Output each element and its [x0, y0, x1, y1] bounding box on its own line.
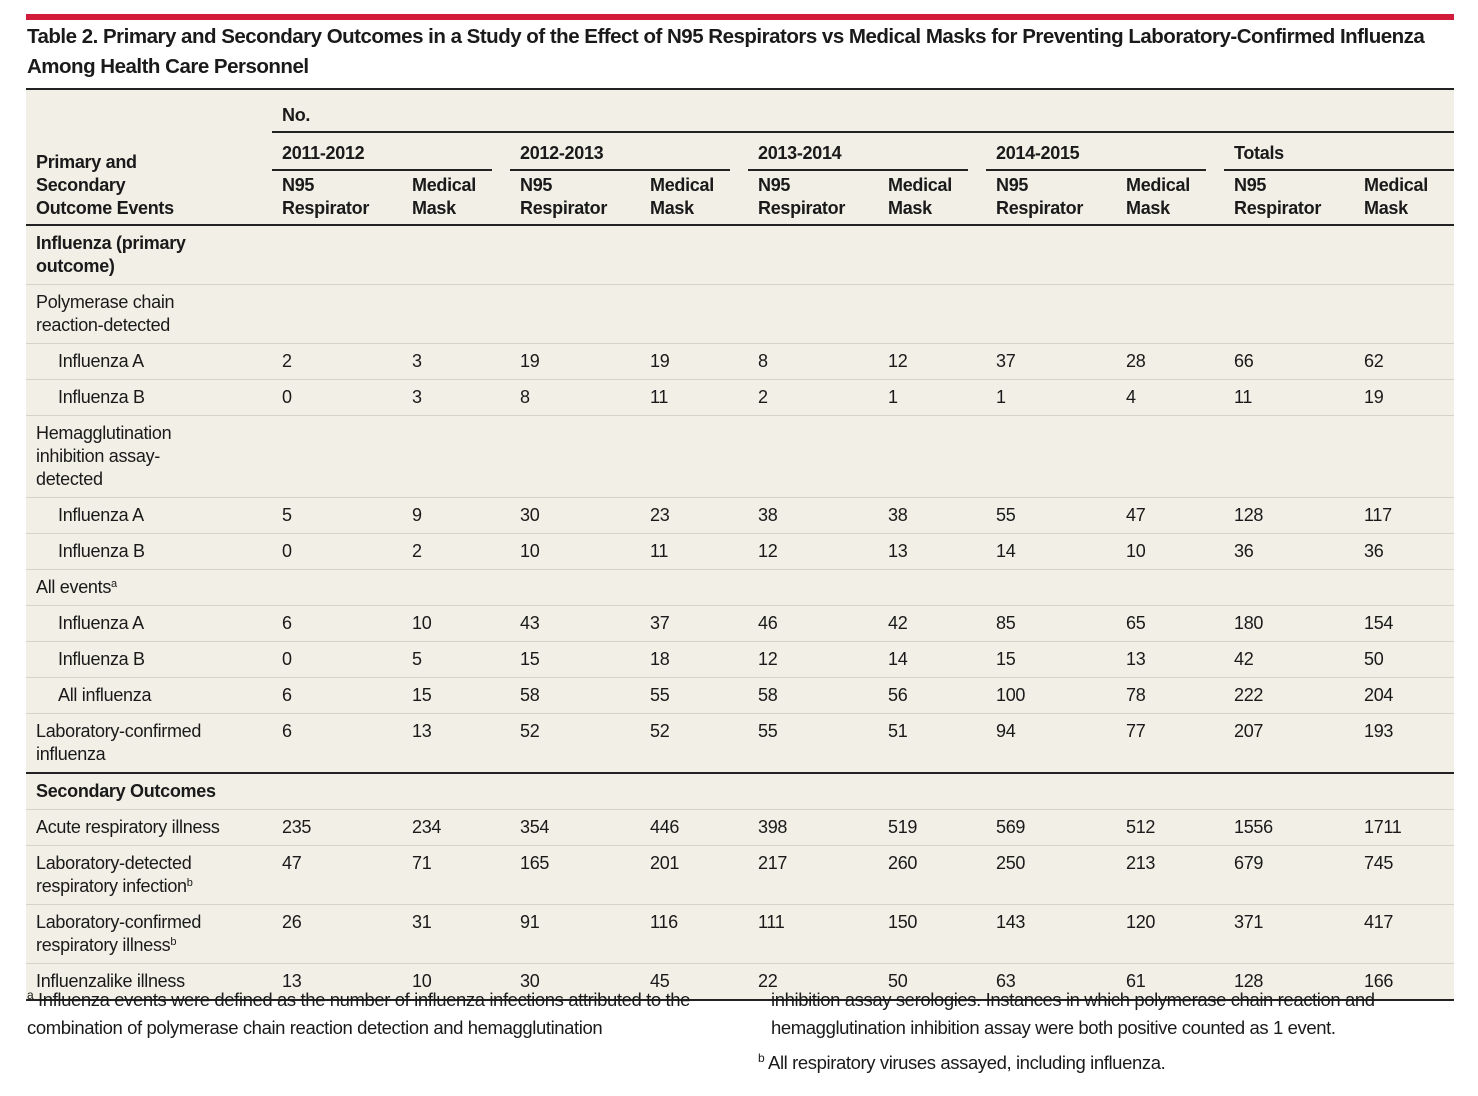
cell-value: 260	[888, 853, 918, 873]
cell-value: 180	[1234, 613, 1264, 633]
cell-value: 47	[1126, 505, 1146, 525]
table-row	[26, 416, 1454, 498]
cell-value: 0	[282, 541, 292, 561]
cell-value: 19	[520, 351, 540, 371]
cell-value: 94	[996, 721, 1016, 741]
cell-value: 234	[412, 817, 442, 837]
table-row	[26, 606, 1454, 642]
cell-value: 22	[758, 971, 778, 991]
cell-value: 2	[758, 387, 768, 407]
row-label: Influenza B	[58, 541, 145, 561]
cell-value: 165	[520, 853, 550, 873]
cell-value: 10	[412, 613, 432, 633]
cell-value: 8	[520, 387, 530, 407]
table-row	[26, 846, 1454, 905]
cell-value: 371	[1234, 912, 1264, 932]
footnote-a-continued: inhibition assay serologies. Instances in which polymerase chain reaction and hemagglutination inhibition assay were both positive counted as 1 event.	[771, 989, 1375, 1038]
cell-value: 58	[758, 685, 778, 705]
cell-value: 36	[1234, 541, 1254, 561]
cell-value: 1	[888, 387, 898, 407]
cell-value: 150	[888, 912, 918, 932]
cell-value: 569	[996, 817, 1026, 837]
cell-value: 446	[650, 817, 680, 837]
cell-value: 42	[888, 613, 908, 633]
table-row	[26, 498, 1454, 534]
n95-respirator-header: N95 Respirator	[520, 175, 608, 218]
table-row	[26, 905, 1454, 964]
cell-value: 204	[1364, 685, 1394, 705]
n95-respirator-header: N95 Respirator	[996, 175, 1084, 218]
n95-respirator-header: N95 Respirator	[1234, 175, 1322, 218]
cell-value: 12	[888, 351, 908, 371]
cell-value: 77	[1126, 721, 1146, 741]
row-label: Polymerase chain reaction-detected	[36, 292, 175, 335]
cell-value: 85	[996, 613, 1016, 633]
footnote-b: $^b$ All respiratory viruses assayed, including influenza.	[758, 1051, 1166, 1073]
n95-respirator-header: N95 Respirator	[282, 175, 370, 218]
row-label: Influenzalike illness	[36, 971, 185, 991]
medical-mask-header: Medical Mask	[650, 175, 714, 218]
table-row	[26, 380, 1454, 416]
cell-value: 1556	[1234, 817, 1273, 837]
row-label: Influenza A	[58, 505, 144, 525]
cell-value: 36	[1364, 541, 1384, 561]
cell-value: 6	[282, 721, 292, 741]
cell-value: 117	[1364, 505, 1392, 525]
year-group-header: 2011-2012	[282, 143, 365, 163]
medical-mask-header: Medical Mask	[412, 175, 476, 218]
cell-value: 14	[888, 649, 908, 669]
cell-value: 62	[1364, 351, 1384, 371]
cell-value: 2	[412, 541, 422, 561]
table-row	[26, 285, 1454, 344]
cell-value: 55	[758, 721, 778, 741]
cell-value: 31	[412, 912, 432, 932]
cell-value: 55	[996, 505, 1016, 525]
cell-value: 30	[520, 971, 540, 991]
outcomes-table	[26, 88, 1454, 1001]
cell-value: 0	[282, 649, 292, 669]
cell-value: 13	[412, 721, 432, 741]
table-row	[26, 344, 1454, 380]
stub-header: Primary and Secondary Outcome Events	[36, 152, 174, 218]
cell-value: 3	[412, 387, 422, 407]
row-label: Influenza A	[58, 351, 144, 371]
row-label: Influenza A	[58, 613, 144, 633]
cell-value: 23	[650, 505, 670, 525]
year-group-header: 2013-2014	[758, 143, 842, 163]
cell-value: 28	[1126, 351, 1146, 371]
cell-value: 417	[1364, 912, 1394, 932]
cell-value: 213	[1126, 853, 1156, 873]
year-group-header: 2012-2013	[520, 143, 604, 163]
cell-value: 519	[888, 817, 918, 837]
table-row	[26, 570, 1454, 606]
cell-value: 47	[282, 853, 302, 873]
row-label: Acute respiratory illness	[36, 817, 220, 837]
cell-value: 19	[650, 351, 670, 371]
cell-value: 61	[1126, 971, 1146, 991]
cell-value: 13	[282, 971, 302, 991]
row-label: Laboratory-confirmed respiratory illness	[36, 912, 202, 955]
table-row	[26, 678, 1454, 714]
medical-mask-header: Medical Mask	[1126, 175, 1190, 218]
cell-value: 37	[996, 351, 1016, 371]
cell-value: 111	[758, 912, 785, 932]
cell-value: 128	[1234, 505, 1264, 525]
cell-value: 42	[1234, 649, 1254, 669]
cell-value: 512	[1126, 817, 1156, 837]
cell-value: 679	[1234, 853, 1264, 873]
cell-value: 745	[1364, 853, 1394, 873]
footnote-a: $^a$ Influenza events were defined as the number of influenza infections attributed to the combination of polymerase chain reaction detection and hemagglutination	[27, 988, 690, 1038]
cell-value: 154	[1364, 613, 1394, 633]
cell-value: 30	[520, 505, 540, 525]
cell-value: 217	[758, 853, 788, 873]
cell-value: 0	[282, 387, 292, 407]
row-label: Influenza B	[58, 649, 145, 669]
table-row	[26, 773, 1454, 810]
cell-value: 6	[282, 613, 292, 633]
cell-value: 26	[282, 912, 302, 932]
cell-value: 15	[520, 649, 540, 669]
cell-value: 15	[996, 649, 1016, 669]
cell-value: 143	[996, 912, 1026, 932]
cell-value: 120	[1126, 912, 1156, 932]
cell-value: 5	[282, 505, 292, 525]
cell-value: 10	[412, 971, 432, 991]
cell-value: 50	[888, 971, 908, 991]
cell-value: 12	[758, 541, 778, 561]
cell-value: 3	[412, 351, 422, 371]
cell-value: 43	[520, 613, 540, 633]
cell-value: 66	[1234, 351, 1254, 371]
cell-value: 100	[996, 685, 1026, 705]
cell-value: 51	[888, 721, 908, 741]
cell-value: 78	[1126, 685, 1146, 705]
table-row	[26, 714, 1454, 774]
cell-value: 11	[650, 541, 669, 561]
cell-value: 1711	[1364, 817, 1402, 837]
footnote-marker: b	[186, 877, 193, 889]
cell-value: 193	[1364, 721, 1394, 741]
table-row	[26, 810, 1454, 846]
cell-value: 91	[520, 912, 540, 932]
cell-value: 354	[520, 817, 550, 837]
cell-value: 52	[650, 721, 670, 741]
cell-value: 1	[996, 387, 1006, 407]
cell-value: 6	[282, 685, 292, 705]
cell-value: 5	[412, 649, 422, 669]
cell-value: 201	[650, 853, 680, 873]
cell-value: 398	[758, 817, 788, 837]
cell-value: 63	[996, 971, 1016, 991]
footnote-marker: b	[170, 936, 177, 948]
cell-value: 46	[758, 613, 778, 633]
table-row	[26, 642, 1454, 678]
row-label: Hemagglutination inhibition assay-detected	[36, 423, 172, 489]
medical-mask-header: Medical Mask	[1364, 175, 1428, 218]
cell-value: 11	[1234, 387, 1253, 407]
cell-value: 38	[888, 505, 908, 525]
table-row	[26, 225, 1454, 285]
table-row	[26, 534, 1454, 570]
cell-value: 37	[650, 613, 670, 633]
cell-value: 222	[1234, 685, 1264, 705]
cell-value: 18	[650, 649, 670, 669]
row-label: Influenza B	[58, 387, 145, 407]
cell-value: 250	[996, 853, 1026, 873]
cell-value: 50	[1364, 649, 1384, 669]
accent-bar	[26, 14, 1454, 20]
row-label: All influenza	[58, 685, 152, 705]
no-header: No.	[282, 105, 311, 125]
year-group-header: Totals	[1234, 143, 1284, 163]
cell-value: 55	[650, 685, 670, 705]
cell-value: 10	[1126, 541, 1146, 561]
cell-value: 235	[282, 817, 312, 837]
row-label: All events	[36, 577, 112, 597]
cell-value: 38	[758, 505, 778, 525]
cell-value: 12	[758, 649, 778, 669]
cell-value: 11	[650, 387, 669, 407]
row-label: Laboratory-confirmed influenza	[36, 721, 202, 764]
cell-value: 10	[520, 541, 540, 561]
cell-value: 4	[1126, 387, 1136, 407]
row-label: Laboratory-detected respiratory infection	[36, 853, 192, 896]
n95-respirator-header: N95 Respirator	[758, 175, 846, 218]
table-title: Table 2. Primary and Secondary Outcomes in a Study of the Effect of N95 Respirators vs Medical Masks for Preventing Laboratory-Confirmed Influenza Among Health Care Personnel	[27, 25, 1425, 78]
cell-value: 56	[888, 685, 908, 705]
cell-value: 14	[996, 541, 1016, 561]
cell-value: 13	[1126, 649, 1146, 669]
cell-value: 2	[282, 351, 292, 371]
cell-value: 128	[1234, 971, 1264, 991]
row-label: Influenza (primary outcome)	[36, 233, 186, 276]
cell-value: 8	[758, 351, 768, 371]
cell-value: 13	[888, 541, 908, 561]
year-group-header: 2014-2015	[996, 143, 1080, 163]
cell-value: 71	[412, 853, 432, 873]
cell-value: 65	[1126, 613, 1146, 633]
cell-value: 9	[412, 505, 422, 525]
cell-value: 58	[520, 685, 540, 705]
cell-value: 15	[412, 685, 432, 705]
cell-value: 116	[650, 912, 678, 932]
cell-value: 207	[1234, 721, 1264, 741]
cell-value: 166	[1364, 971, 1394, 991]
cell-value: 19	[1364, 387, 1384, 407]
cell-value: 52	[520, 721, 540, 741]
cell-value: 45	[650, 971, 670, 991]
footnote-marker: a	[111, 578, 117, 590]
medical-mask-header: Medical Mask	[888, 175, 952, 218]
row-label: Secondary Outcomes	[36, 781, 216, 801]
